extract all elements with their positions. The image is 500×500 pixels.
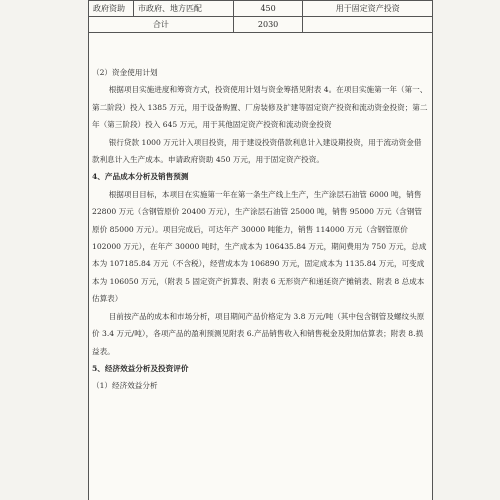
funding-table xyxy=(88,0,433,33)
body-text xyxy=(92,64,428,395)
table-cell: 合计 xyxy=(89,17,234,33)
table-cell: 2030 xyxy=(233,17,303,33)
paragraph: 根据项目目标，本项目在实施第一年在第一条生产线上生产，生产涂层石油管 6000 吨，销售 22800 万元（含钢管原价 20400 万元），生产涂层石油管 25000 吨，销售 95000 万元（含钢管原价 85000 万元）。项目完成后，可达年产 30000 吨能力，销售 114000 万元（含钢管原价 102000 万元），在年产 30000 吨时，生产成本为 106435.84 万元，期间费用为 750 万元，总成本为 107185.84 万元（不含税），经营成本为 106890 万元，固定成本为 1135.84 万元，可变成本为 106050 万元，（附表 5 固定资产折算表、附表 6 无形资产和递延资产摊销表、附表 8 总成本估算表） xyxy=(92,189,427,304)
table-cell xyxy=(303,17,433,33)
table-cell: 450 xyxy=(233,1,303,17)
table-row xyxy=(89,1,433,17)
table-cell: 用于固定资产投资 xyxy=(303,1,433,17)
paragraph: 目前按产品的成本和市场分析，项目期间产品价格定为 3.8 万元/吨（其中包含钢管及螺纹头原价 3.4 万元/吨），各项产品的盈利预测见附表 6.产品销售收入和销售税金及附加估算表；附表 8.损益表。 xyxy=(92,311,425,356)
table-cell: 政府资助 xyxy=(89,1,134,17)
section-heading: 5、经济效益分析及投资评价 xyxy=(92,363,189,373)
table-cell: 市政府、地方匹配 xyxy=(133,1,233,17)
subsection-heading: （1）经济效益分析 xyxy=(92,381,158,391)
paragraph: 银行贷款 1000 万元计入项目投资，用于建设投资借款利息计入建设期投资，用于流动资金借款利息计入生产成本。申请政府资助 450 万元，用于固定资产投资。 xyxy=(92,137,422,165)
paragraph: 根据项目实施进度和筹资方式，投资使用计划与资金筹措见附表 4。在项目实施第一年（第一、第二阶段）投入 1385 万元，用于设备购置、厂房装修及扩建等固定资产投资和流动资金投资；第二年（第三阶段）投入 645 万元，用于其他固定资产投资和流动资金投资 xyxy=(92,85,428,130)
section-heading: （2）资金使用计划 xyxy=(92,68,158,77)
section-heading: 4、产品成本分析及销售预测 xyxy=(92,172,189,182)
table-row xyxy=(89,17,433,33)
